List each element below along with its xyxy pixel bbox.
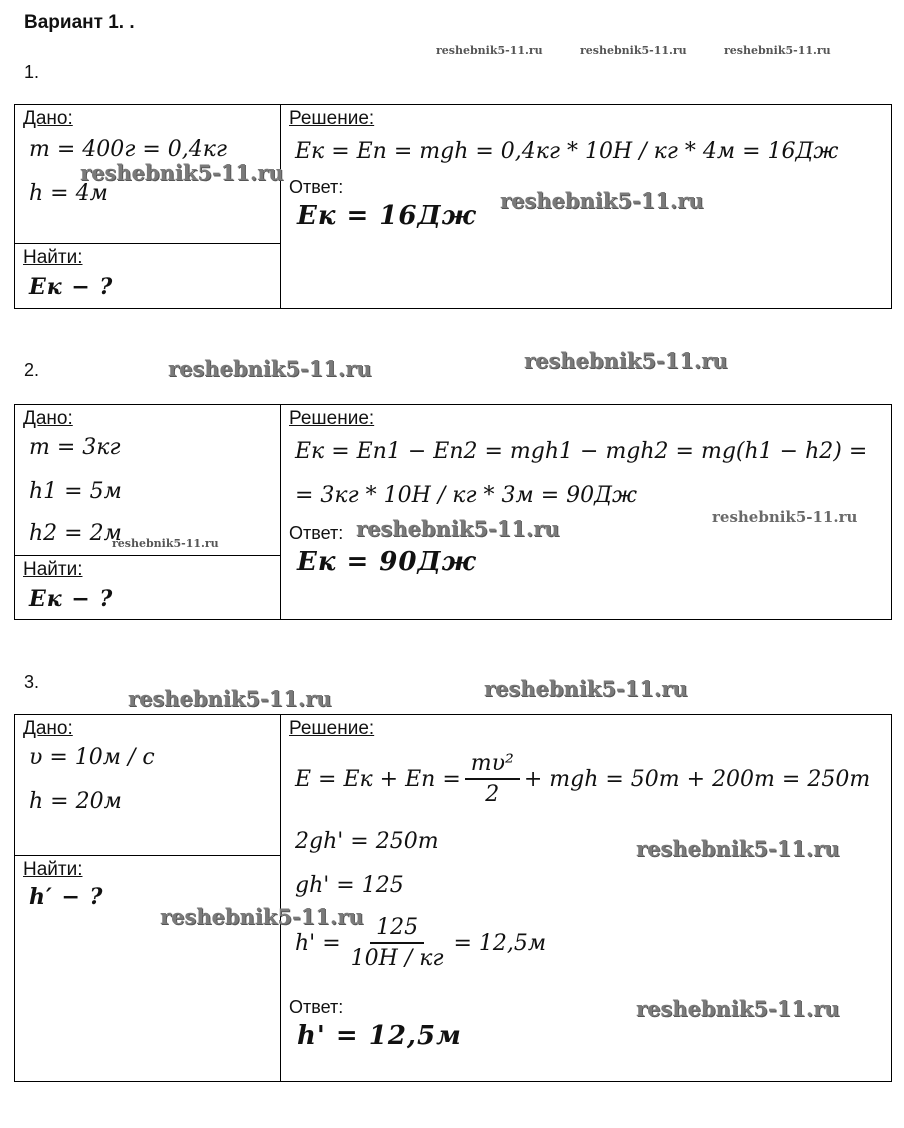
find-value: Eк − ?	[29, 586, 114, 612]
task-1-table	[14, 104, 892, 309]
given-line: h = 4м	[29, 181, 108, 206]
solution-label: Решение:	[289, 408, 375, 429]
solution-line	[295, 751, 870, 807]
solution-line: Eк = Eп = mgh = 0,4кг * 10Н / кг * 4м = 16Дж	[295, 139, 839, 164]
find-cell	[15, 244, 281, 309]
solution-text: + mgh = 50m + 200m = 250m	[523, 766, 871, 792]
given-line: υ = 10м / с	[29, 745, 155, 770]
solution-text: = 12,5м	[453, 930, 547, 956]
given-line: m = 3кг	[29, 435, 121, 460]
watermark: reshebnik5-11.ru	[500, 188, 704, 213]
find-label: Найти:	[23, 859, 83, 880]
find-cell	[15, 556, 281, 620]
watermark: reshebnik5-11.ru	[636, 836, 840, 861]
solution-line: 2gh' = 250m	[295, 829, 439, 854]
answer-label: Ответ:	[289, 997, 344, 1017]
find-cell	[15, 856, 281, 1082]
task-3-table	[14, 714, 892, 1082]
fraction-denominator: 10Н / кг	[350, 946, 444, 971]
find-label: Найти:	[23, 247, 83, 268]
watermark: reshebnik5-11.ru	[580, 44, 687, 57]
task-number: 3.	[24, 672, 40, 692]
given-label: Дано:	[23, 408, 73, 429]
watermark: reshebnik5-11.ru	[80, 160, 284, 185]
solution-line: gh' = 125	[295, 873, 404, 898]
watermark: reshebnik5-11.ru	[636, 996, 840, 1021]
solution-label: Решение:	[289, 718, 375, 739]
given-line: h = 20м	[29, 789, 122, 814]
given-label: Дано:	[23, 718, 73, 739]
solution-text: E = Eк + Eп =	[295, 766, 461, 792]
fraction-denominator: 2	[485, 782, 500, 807]
watermark: reshebnik5-11.ru	[724, 44, 831, 57]
solution-line: = 3кг * 10Н / кг * 3м = 90Дж	[295, 483, 638, 508]
given-line: m = 400г = 0,4кг	[29, 137, 228, 162]
answer-value: Eк = 16Дж	[297, 201, 477, 231]
watermark: reshebnik5-11.ru	[160, 904, 364, 929]
fraction	[465, 751, 520, 807]
solution-cell	[281, 715, 892, 1082]
solution-text: h' =	[295, 930, 341, 956]
find-label: Найти:	[23, 559, 83, 580]
fraction-numerator: 125	[370, 915, 424, 944]
given-line: h1 = 5м	[29, 479, 122, 504]
solution-line: Eк = Eп1 − Eп2 = mgh1 − mgh2 = mg(h1 − h2) =	[295, 439, 868, 464]
answer-value: h' = 12,5м	[297, 1021, 462, 1051]
given-label: Дано:	[23, 108, 73, 129]
watermark: reshebnik5-11.ru	[524, 348, 728, 373]
given-cell	[15, 405, 281, 556]
answer-label: Ответ:	[289, 523, 344, 543]
watermark: reshebnik5-11.ru	[712, 508, 858, 526]
given-line: h2 = 2м	[29, 521, 122, 546]
watermark: reshebnik5-11.ru	[112, 537, 219, 550]
watermark: reshebnik5-11.ru	[484, 676, 688, 701]
task-number: 1.	[24, 62, 40, 82]
answer-value: Eк = 90Дж	[297, 547, 477, 577]
task-number: 2.	[24, 360, 40, 380]
fraction-numerator: mυ²	[465, 751, 520, 780]
answer-label: Ответ:	[289, 177, 344, 197]
find-value: Eк − ?	[29, 274, 114, 300]
watermark: reshebnik5-11.ru	[128, 686, 332, 711]
page-title: Вариант 1. .	[24, 12, 135, 33]
solution-label: Решение:	[289, 108, 375, 129]
watermark: reshebnik5-11.ru	[168, 356, 372, 381]
find-value: h′ − ?	[29, 884, 104, 910]
watermark: reshebnik5-11.ru	[436, 44, 543, 57]
watermark: reshebnik5-11.ru	[356, 516, 560, 541]
given-cell	[15, 715, 281, 856]
